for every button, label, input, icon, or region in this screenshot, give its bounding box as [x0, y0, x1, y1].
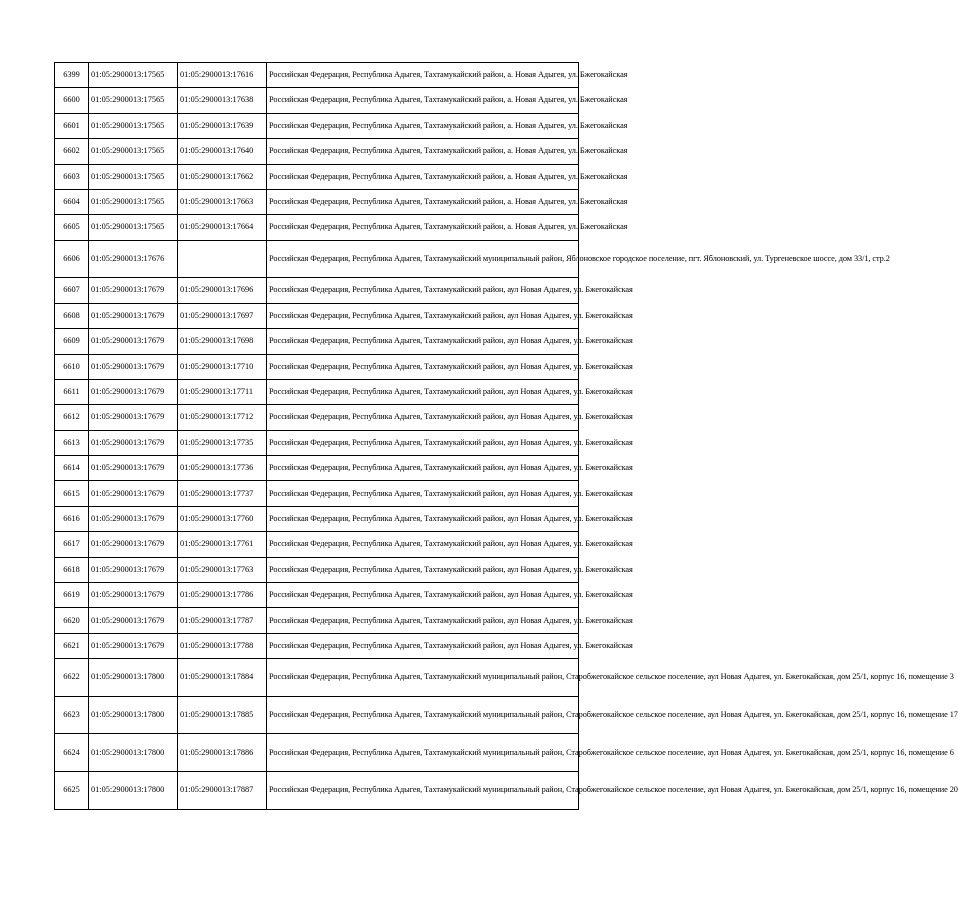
related-cadastral-number-cell: 01:05:2900013:17737	[178, 481, 267, 506]
table-row	[55, 164, 579, 189]
row-number-cell: 6607	[55, 278, 89, 303]
cadastral-number-cell: 01:05:2900013:17679	[89, 583, 178, 608]
row-number-cell: 6615	[55, 481, 89, 506]
row-number-cell: 6605	[55, 215, 89, 240]
table-row	[55, 278, 579, 303]
related-cadastral-number-cell: 01:05:2900013:17639	[178, 113, 267, 138]
row-number-cell: 6602	[55, 139, 89, 164]
table-row	[55, 354, 579, 379]
table-row	[55, 506, 579, 531]
row-number-cell: 6623	[55, 696, 89, 734]
cadastral-number-cell: 01:05:2900013:17679	[89, 329, 178, 354]
table-row	[55, 659, 579, 697]
related-cadastral-number-cell: 01:05:2900013:17761	[178, 532, 267, 557]
table-row	[55, 633, 579, 658]
related-cadastral-number-cell: 01:05:2900013:17664	[178, 215, 267, 240]
row-number-cell: 6611	[55, 379, 89, 404]
address-cell: Российская Федерация, Республика Адыгея, Тахтамукайский район, а. Новая Адыгея, ул. Бжегокайская	[267, 113, 579, 138]
address-cell: Российская Федерация, Республика Адыгея, Тахтамукайский муниципальный район, Яблоновское городское поселение, пгт. Яблоновский, ул. Тургеневское шоссе, дом 33/1, стр.2	[267, 240, 579, 278]
row-number-cell: 6603	[55, 164, 89, 189]
row-number-cell: 6601	[55, 113, 89, 138]
row-number-cell: 6624	[55, 734, 89, 772]
cadastral-number-cell: 01:05:2900013:17679	[89, 557, 178, 582]
related-cadastral-number-cell: 01:05:2900013:17736	[178, 456, 267, 481]
cadastral-number-cell: 01:05:2900013:17800	[89, 771, 178, 809]
cadastral-number-cell: 01:05:2900013:17679	[89, 608, 178, 633]
cadastral-number-cell: 01:05:2900013:17800	[89, 696, 178, 734]
table-row	[55, 405, 579, 430]
row-number-cell: 6608	[55, 303, 89, 328]
table-row	[55, 608, 579, 633]
row-number-cell: 6614	[55, 456, 89, 481]
row-number-cell: 6618	[55, 557, 89, 582]
address-cell: Российская Федерация, Республика Адыгея, Тахтамукайский район, аул Новая Адыгея, ул. Бжегокайская	[267, 633, 579, 658]
address-cell: Российская Федерация, Республика Адыгея, Тахтамукайский район, аул Новая Адыгея, ул. Бжегокайская	[267, 329, 579, 354]
table-row	[55, 734, 579, 772]
registry-table-body	[55, 63, 958, 810]
row-number-cell: 6620	[55, 608, 89, 633]
cadastral-number-cell: 01:05:2900013:17679	[89, 303, 178, 328]
address-cell: Российская Федерация, Республика Адыгея, Тахтамукайский район, аул Новая Адыгея, ул. Бжегокайская	[267, 405, 579, 430]
address-cell: Российская Федерация, Республика Адыгея, Тахтамукайский район, а. Новая Адыгея, ул. Бжегокайская	[267, 88, 579, 113]
related-cadastral-number-cell: 01:05:2900013:17663	[178, 189, 267, 214]
cadastral-number-cell: 01:05:2900013:17565	[89, 164, 178, 189]
related-cadastral-number-cell	[178, 240, 267, 278]
address-cell: Российская Федерация, Республика Адыгея, Тахтамукайский муниципальный район, Старобжегокайское сельское поселение, аул Новая Адыгея, ул. Бжегокайская, дом 25/1, корпус 16, помещение 20	[267, 771, 579, 809]
table-row	[55, 696, 579, 734]
cadastral-number-cell: 01:05:2900013:17679	[89, 532, 178, 557]
address-cell: Российская Федерация, Республика Адыгея, Тахтамукайский муниципальный район, Старобжегокайское сельское поселение, аул Новая Адыгея, ул. Бжегокайская, дом 25/1, корпус 16, помещение 3	[267, 659, 579, 697]
cadastral-number-cell: 01:05:2900013:17565	[89, 189, 178, 214]
table-row	[55, 481, 579, 506]
address-cell: Российская Федерация, Республика Адыгея, Тахтамукайский район, аул Новая Адыгея, ул. Бжегокайская	[267, 303, 579, 328]
related-cadastral-number-cell: 01:05:2900013:17760	[178, 506, 267, 531]
cadastral-number-cell: 01:05:2900013:17565	[89, 113, 178, 138]
table-row	[55, 379, 579, 404]
address-cell: Российская Федерация, Республика Адыгея, Тахтамукайский район, аул Новая Адыгея, ул. Бжегокайская	[267, 532, 579, 557]
address-cell: Российская Федерация, Республика Адыгея, Тахтамукайский район, а. Новая Адыгея, ул. Бжегокайская	[267, 189, 579, 214]
table-row	[55, 139, 579, 164]
cadastral-number-cell: 01:05:2900013:17679	[89, 354, 178, 379]
cadastral-number-cell: 01:05:2900013:17679	[89, 506, 178, 531]
address-cell: Российская Федерация, Республика Адыгея, Тахтамукайский район, а. Новая Адыгея, ул. Бжегокайская	[267, 139, 579, 164]
row-number-cell: 6600	[55, 88, 89, 113]
related-cadastral-number-cell: 01:05:2900013:17662	[178, 164, 267, 189]
table-row	[55, 583, 579, 608]
cadastral-number-cell: 01:05:2900013:17565	[89, 215, 178, 240]
cadastral-registry-table	[54, 62, 958, 810]
table-row	[55, 532, 579, 557]
table-row	[55, 430, 579, 455]
row-number-cell: 6625	[55, 771, 89, 809]
cadastral-number-cell: 01:05:2900013:17679	[89, 379, 178, 404]
row-number-cell: 6613	[55, 430, 89, 455]
address-cell: Российская Федерация, Республика Адыгея, Тахтамукайский район, а. Новая Адыгея, ул. Бжегокайская	[267, 215, 579, 240]
related-cadastral-number-cell: 01:05:2900013:17787	[178, 608, 267, 633]
row-number-cell: 6617	[55, 532, 89, 557]
table-row	[55, 557, 579, 582]
cadastral-number-cell: 01:05:2900013:17679	[89, 481, 178, 506]
address-cell: Российская Федерация, Республика Адыгея, Тахтамукайский район, аул Новая Адыгея, ул. Бжегокайская	[267, 557, 579, 582]
cadastral-number-cell: 01:05:2900013:17676	[89, 240, 178, 278]
cadastral-number-cell: 01:05:2900013:17679	[89, 633, 178, 658]
address-cell: Российская Федерация, Республика Адыгея, Тахтамукайский муниципальный район, Старобжегокайское сельское поселение, аул Новая Адыгея, ул. Бжегокайская, дом 25/1, корпус 16, помещение 6	[267, 734, 579, 772]
related-cadastral-number-cell: 01:05:2900013:17786	[178, 583, 267, 608]
row-number-cell: 6399	[55, 63, 89, 88]
row-number-cell: 6604	[55, 189, 89, 214]
table-row	[55, 63, 579, 88]
cadastral-number-cell: 01:05:2900013:17679	[89, 430, 178, 455]
row-number-cell: 6616	[55, 506, 89, 531]
address-cell: Российская Федерация, Республика Адыгея, Тахтамукайский район, а. Новая Адыгея, ул. Бжегокайская	[267, 164, 579, 189]
address-cell: Российская Федерация, Республика Адыгея, Тахтамукайский район, аул Новая Адыгея, ул. Бжегокайская	[267, 278, 579, 303]
related-cadastral-number-cell: 01:05:2900013:17763	[178, 557, 267, 582]
cadastral-number-cell: 01:05:2900013:17679	[89, 278, 178, 303]
table-row	[55, 240, 579, 278]
row-number-cell: 6622	[55, 659, 89, 697]
address-cell: Российская Федерация, Республика Адыгея, Тахтамукайский район, аул Новая Адыгея, ул. Бжегокайская	[267, 481, 579, 506]
row-number-cell: 6610	[55, 354, 89, 379]
cadastral-number-cell: 01:05:2900013:17679	[89, 405, 178, 430]
table-row	[55, 189, 579, 214]
related-cadastral-number-cell: 01:05:2900013:17698	[178, 329, 267, 354]
address-cell: Российская Федерация, Республика Адыгея, Тахтамукайский район, аул Новая Адыгея, ул. Бжегокайская	[267, 583, 579, 608]
cadastral-number-cell: 01:05:2900013:17565	[89, 63, 178, 88]
related-cadastral-number-cell: 01:05:2900013:17712	[178, 405, 267, 430]
table-row	[55, 88, 579, 113]
row-number-cell: 6621	[55, 633, 89, 658]
cadastral-number-cell: 01:05:2900013:17800	[89, 734, 178, 772]
related-cadastral-number-cell: 01:05:2900013:17887	[178, 771, 267, 809]
related-cadastral-number-cell: 01:05:2900013:17711	[178, 379, 267, 404]
table-row	[55, 329, 579, 354]
related-cadastral-number-cell: 01:05:2900013:17697	[178, 303, 267, 328]
cadastral-number-cell: 01:05:2900013:17800	[89, 659, 178, 697]
row-number-cell: 6619	[55, 583, 89, 608]
row-number-cell: 6612	[55, 405, 89, 430]
address-cell: Российская Федерация, Республика Адыгея, Тахтамукайский район, аул Новая Адыгея, ул. Бжегокайская	[267, 456, 579, 481]
address-cell: Российская Федерация, Республика Адыгея, Тахтамукайский район, аул Новая Адыгея, ул. Бжегокайская	[267, 506, 579, 531]
row-number-cell: 6606	[55, 240, 89, 278]
cadastral-number-cell: 01:05:2900013:17679	[89, 456, 178, 481]
related-cadastral-number-cell: 01:05:2900013:17885	[178, 696, 267, 734]
address-cell: Российская Федерация, Республика Адыгея, Тахтамукайский район, аул Новая Адыгея, ул. Бжегокайская	[267, 354, 579, 379]
related-cadastral-number-cell: 01:05:2900013:17884	[178, 659, 267, 697]
row-number-cell: 6609	[55, 329, 89, 354]
table-row	[55, 771, 579, 809]
table-row	[55, 456, 579, 481]
table-row	[55, 113, 579, 138]
related-cadastral-number-cell: 01:05:2900013:17710	[178, 354, 267, 379]
related-cadastral-number-cell: 01:05:2900013:17696	[178, 278, 267, 303]
cadastral-number-cell: 01:05:2900013:17565	[89, 88, 178, 113]
address-cell: Российская Федерация, Республика Адыгея, Тахтамукайский район, аул Новая Адыгея, ул. Бжегокайская	[267, 608, 579, 633]
related-cadastral-number-cell: 01:05:2900013:17616	[178, 63, 267, 88]
related-cadastral-number-cell: 01:05:2900013:17638	[178, 88, 267, 113]
table-row	[55, 303, 579, 328]
address-cell: Российская Федерация, Республика Адыгея, Тахтамукайский район, аул Новая Адыгея, ул. Бжегокайская	[267, 430, 579, 455]
cadastral-number-cell: 01:05:2900013:17565	[89, 139, 178, 164]
address-cell: Российская Федерация, Республика Адыгея, Тахтамукайский муниципальный район, Старобжегокайское сельское поселение, аул Новая Адыгея, ул. Бжегокайская, дом 25/1, корпус 16, помещение 17	[267, 696, 579, 734]
related-cadastral-number-cell: 01:05:2900013:17886	[178, 734, 267, 772]
related-cadastral-number-cell: 01:05:2900013:17640	[178, 139, 267, 164]
address-cell: Российская Федерация, Республика Адыгея, Тахтамукайский район, а. Новая Адыгея, ул. Бжегокайская	[267, 63, 579, 88]
related-cadastral-number-cell: 01:05:2900013:17735	[178, 430, 267, 455]
related-cadastral-number-cell: 01:05:2900013:17788	[178, 633, 267, 658]
table-row	[55, 215, 579, 240]
address-cell: Российская Федерация, Республика Адыгея, Тахтамукайский район, аул Новая Адыгея, ул. Бжегокайская	[267, 379, 579, 404]
